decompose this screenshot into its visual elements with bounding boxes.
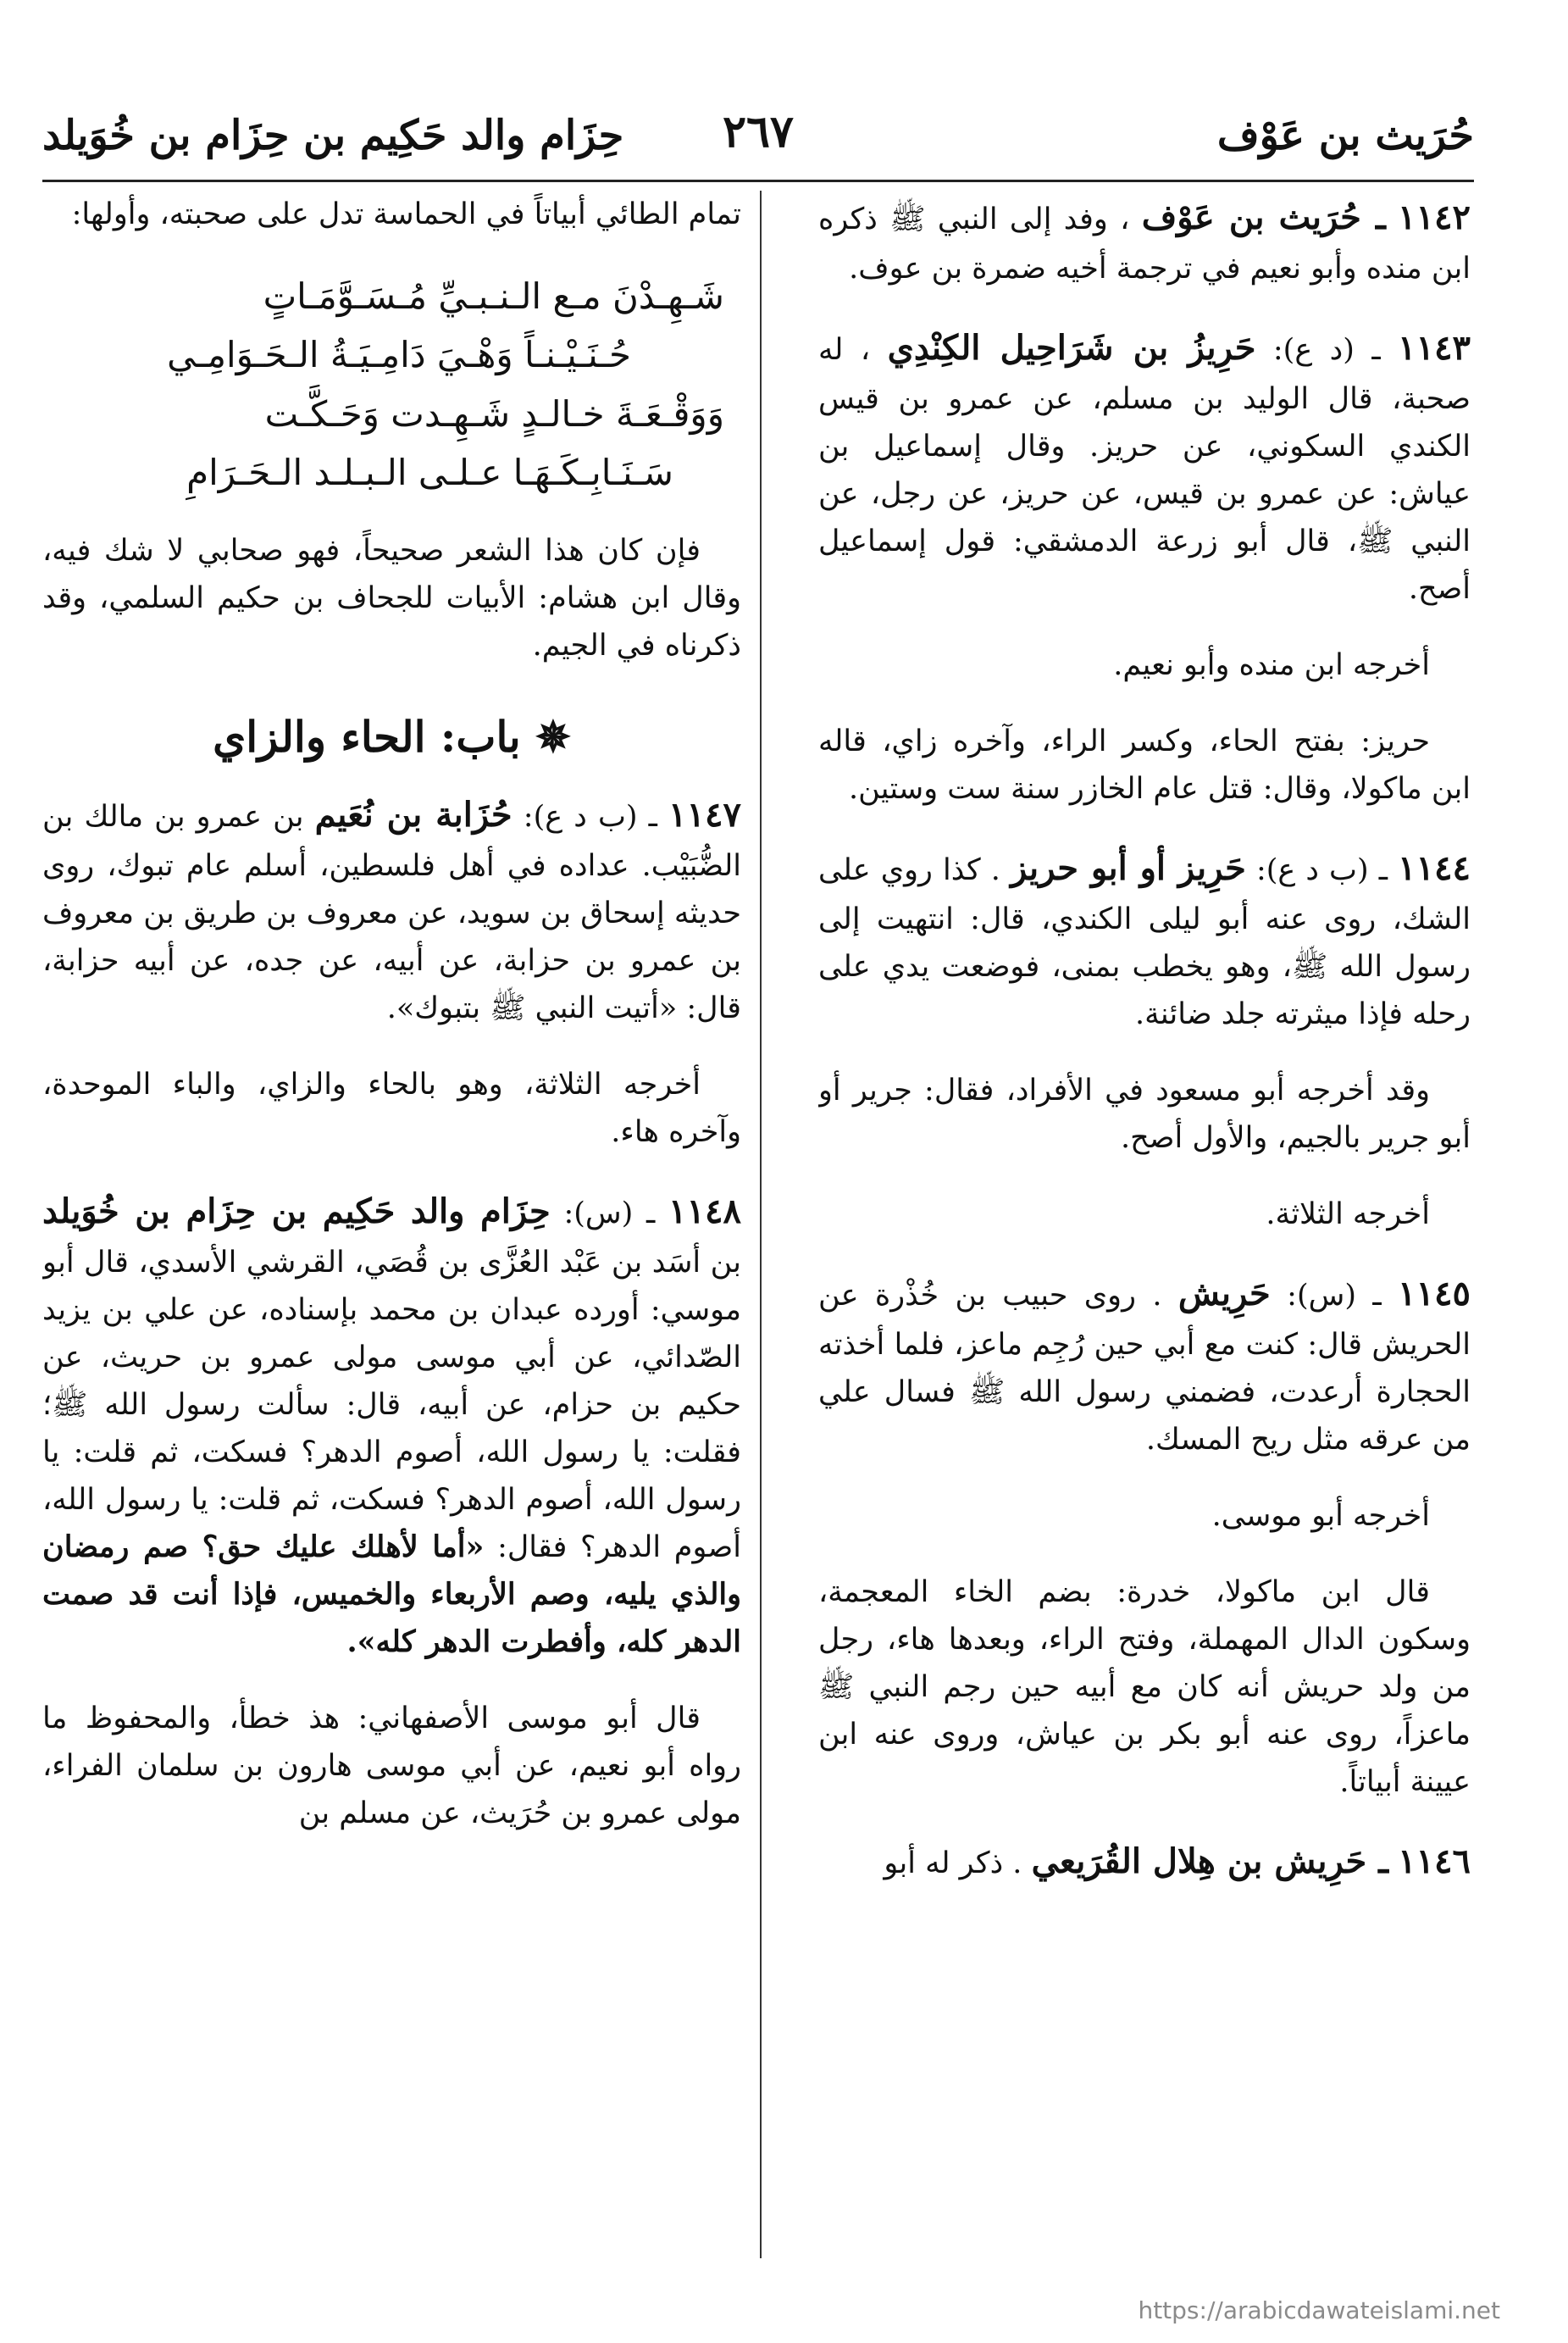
entry-1147: ١١٤٧ ـ (ب د ع): حُزَابة بن نُعَيم بن عمرو بن مالك بن الضُّبَيْب. عداده في أهل فلسطين، أسلم عام تبوك، روى حديثه إسحاق بن سويد، عن معروف بن طريق بن معروف بن عمرو بن حزابة، عن أبيه، عن جده، عن أبيه حزابة، قال: «أتيت النبي ﷺ بتبوك». <box>42 795 741 1026</box>
entry-1145: ١١٤٥ ـ (س): حَرِيش . روى حبيب بن خُذْرة عن الحريش قال: كنت مع أبي حين رُجِم ماعز، فلما أخذته الحجارة أرعدت، فضمني رسول الله ﷺ فسال علي من عرقه مثل ريح المسك. <box>818 1274 1471 1457</box>
entry-number: ١١٤٣ <box>1398 328 1471 368</box>
entry-name: حِزَام والد حَكِيم بن حِزَام بن خُوَيلد <box>42 1191 551 1232</box>
watermark-url: https://arabicdawateislami.net <box>1138 2296 1500 2324</box>
paragraph: حريز: بفتح الحاء، وكسر الراء، وآخره زاي، قاله ابن ماكولا، وقال: قتل عام الخازر سنة ست وستين. <box>818 725 1471 806</box>
entry-1142: ١١٤٢ ـ حُرَيث بن عَوْف ، وفد إلى النبي ﷺ ذكره ابن منده وأبو نعيم في ترجمة أخيه ضمرة بن عوف. <box>818 197 1471 286</box>
entry-name: حَرِيز أو أبو حريز <box>1010 848 1246 888</box>
paragraph: قال أبو موسى الأصفهاني: هذ خطأ، والمحفوظ ما رواه أبو نعيم، عن أبي موسى هارون بن سلمان الفراء، مولى عمرو بن حُرَيث، عن مسلم بن <box>42 1702 741 1831</box>
paragraph: تمام الطائي أبياتاً في الحماسة تدل على صحبته، وأولها: <box>71 197 741 231</box>
poem-line: وَوَقْـعَـةَ خـالـدٍ شَـهِـدت وَحَـكَّـت <box>264 392 724 435</box>
right-column <box>818 191 1471 2258</box>
running-header <box>42 102 1474 178</box>
entry-text: . روى حبيب بن خُذْرة عن الحريش قال: كنت مع أبي حين رُجِم ماعز، فلما أخذته الحجارة أرعدت، فضمني رسول الله ﷺ فسال علي من عرقه مثل ريح المسك. <box>818 1279 1471 1457</box>
header-left-title: حِزَام والد حَكِيم بن حِزَام بن خُوَيلد <box>42 112 624 159</box>
entry-text: . ذكر له أبو <box>884 1846 1022 1880</box>
hadith-quote: «أما لأهلك عليك حق؟ صم رمضان والذي يليه، وصم الأربعاء والخميس، فإذا أنت قد صمت الدهر كله، وأفطرت الدهر كله». <box>42 1530 741 1660</box>
paragraph: وقد أخرجه أبو مسعود في الأفراد، فقال: جرير أو أبو جرير بالجيم، والأول أصح. <box>818 1074 1471 1155</box>
entry-1143: ١١٤٣ ـ (د ع): حَرِيزُ بن شَرَاحِيل الكِنْدِي ، له صحبة، قال الوليد بن مسلم، عن عمرو بن قيس الكندي السكوني، عن حريز. وقال إسماعيل بن عياش: عن عمرو بن قيس، عن حريز، عن رجل، عن النبي ﷺ، قال أبو زرعة الدمشقي: قول إسماعيل أصح. <box>818 328 1471 606</box>
poem <box>42 267 741 502</box>
entry-code: (د ع): <box>1272 333 1355 367</box>
entry-text: . كذا روي على الشك، روى عنه أبو ليلى الكندي، قال: انتهيت إلى رسول الله ﷺ، وهو يخطب بمنى، فوضعت يدي على رحله فإذا ميثرته جلد ضائنة. <box>818 853 1471 1031</box>
poem-line: شَـهِـدْنَ مـع الـنـبـيِّ مُـسَـوَّمَـاتٍ <box>263 275 724 317</box>
header-right-title: حُرَيث بن عَوْف <box>1216 112 1474 159</box>
entry-code: (س): <box>1287 1279 1356 1313</box>
entry-number: ١١٤٥ <box>1398 1274 1471 1313</box>
entry-text: ، وفد إلى النبي ﷺ ذكره ابن منده وأبو نعيم في ترجمة أخيه ضمرة بن عوف. <box>818 203 1471 286</box>
entry-1144: ١١٤٤ ـ (ب د ع): حَرِيز أو أبو حريز . كذا روي على الشك، روى عنه أبو ليلى الكندي، قال: انتهيت إلى رسول الله ﷺ، وهو يخطب بمنى، فوضعت يدي على رحله فإذا ميثرته جلد ضائنة. <box>818 848 1471 1031</box>
poem-line: سَـنَـابِـكَـهَـا عـلـى الـبـلـد الـحَـرَامِ <box>186 451 673 493</box>
paragraph: أخرجه الثلاثة. <box>1266 1197 1430 1231</box>
entry-number: ١١٤٦ <box>1398 1841 1471 1881</box>
paragraph: قال ابن ماكولا، خدرة: بضم الخاء المعجمة، وسكون الدال المهملة، وفتح الراء، وبعدها هاء، رجل من ولد حريش أنه كان مع أبيه حين رجم النبي ﷺ ماعزاً، روى عنه أبو بكر بن عياش، وروى عنه ابن عيينة أبياتاً. <box>818 1575 1471 1799</box>
section-heading: ✵ باب: الحاء والزاي <box>213 712 571 763</box>
paragraph: أخرجه أبو موسى. <box>1211 1499 1430 1533</box>
entry-text: ، له صحبة، قال الوليد بن مسلم، عن عمرو بن قيس الكندي السكوني، عن حريز. وقال إسماعيل بن عياش: عن عمرو بن قيس، عن حريز، عن رجل، عن النبي ﷺ، قال أبو زرعة الدمشقي: قول إسماعيل أصح. <box>818 333 1471 606</box>
column-divider <box>760 191 762 2258</box>
entry-number: ١١٤٧ <box>668 795 741 836</box>
left-column <box>42 191 741 2258</box>
entry-code: (ب د ع): <box>523 800 638 835</box>
entry-number: ١١٤٨ <box>668 1191 741 1232</box>
poem-line: حُـنَـيْـنـاً وَهْـيَ دَامِـيَـةُ الـحَـوَامِـي <box>167 334 631 376</box>
page-number: ٢٦٧ <box>723 106 794 158</box>
entry-name: حَرِيش <box>1177 1274 1271 1313</box>
paragraph: فإن كان هذا الشعر صحيحاً، فهو صحابي لا شك فيه، وقال ابن هشام: الأبيات للجحاف بن حكيم السلمي، وقد ذكرناه في الجيم. <box>42 534 741 663</box>
entry-1148: ١١٤٨ ـ (س): حِزَام والد حَكِيم بن حِزَام بن خُوَيلد بن أسَد بن عَبْد العُزَّى بن قُصَي، القرشي الأسدي، قال أبو موسي: أورده عبدان بن محمد بإسناده، عن علي بن يزيد الصّدائي، عن أبي موسى مولى عمرو بن حريث، عن حكيم بن حزام، عن أبيه، قال: سألت رسول الله ﷺ؛ فقلت: يا رسول الله، أصوم الدهر؟ فسكت، ثم قلت: يا رسول الله، أصوم الدهر؟ فسكت، ثم قلت: يا رسول الله، أصوم الدهر؟ فقال: «أما لأهلك عليك حق؟ صم رمضان والذي يليه، وصم الأربعاء والخميس، فإذا أنت قد صمت الدهر كله، وأفطرت الدهر كله». <box>42 1191 741 1660</box>
entry-name: حُزَابة بن نُعَيم <box>314 795 513 836</box>
entry-1146: ١١٤٦ ـ حَرِيش بن هِلال القُرَيعي . ذكر له أبو <box>884 1841 1471 1881</box>
entry-number: ١١٤٤ <box>1398 848 1471 888</box>
entry-code: (س): <box>563 1196 634 1231</box>
paragraph: أخرجه ابن منده وأبو نعيم. <box>1113 648 1430 682</box>
entry-name: حَرِيش بن هِلال القُرَيعي <box>1031 1841 1367 1881</box>
header-rule <box>42 180 1474 182</box>
entry-name: حَرِيزُ بن شَرَاحِيل الكِنْدِي <box>887 328 1256 368</box>
entry-name: حُرَيث بن عَوْف <box>1141 197 1361 237</box>
entry-text: بن أسَد بن عَبْد العُزَّى بن قُصَي، القرشي الأسدي، قال أبو موسي: أورده عبدان بن محمد بإسناده، عن علي بن يزيد الصّدائي، عن أبي موسى مولى عمرو بن حريث، عن حكيم بن حزام، عن أبيه، قال: سألت رسول الله ﷺ؛ فقلت: يا رسول الله، أصوم الدهر؟ فسكت، ثم قلت: يا رسول الله، أصوم الدهر؟ فسكت، ثم قلت: يا رسول الله، أصوم الدهر؟ فقال: <box>42 1246 741 1565</box>
entry-text: بن عمرو بن مالك بن الضُّبَيْب. عداده في أهل فلسطين، أسلم عام تبوك، روى حديثه إسحاق بن سويد، عن معروف بن طريق بن معروف بن عمرو بن حزابة، عن أبيه، عن جده، عن أبيه حزابة، قال: «أتيت النبي ﷺ بتبوك». <box>42 800 741 1026</box>
paragraph: أخرجه الثلاثة، وهو بالحاء والزاي، والباء الموحدة، وآخره هاء. <box>42 1068 741 1150</box>
entry-code: (ب د ع): <box>1255 853 1369 887</box>
entry-number: ١١٤٢ <box>1398 197 1471 237</box>
